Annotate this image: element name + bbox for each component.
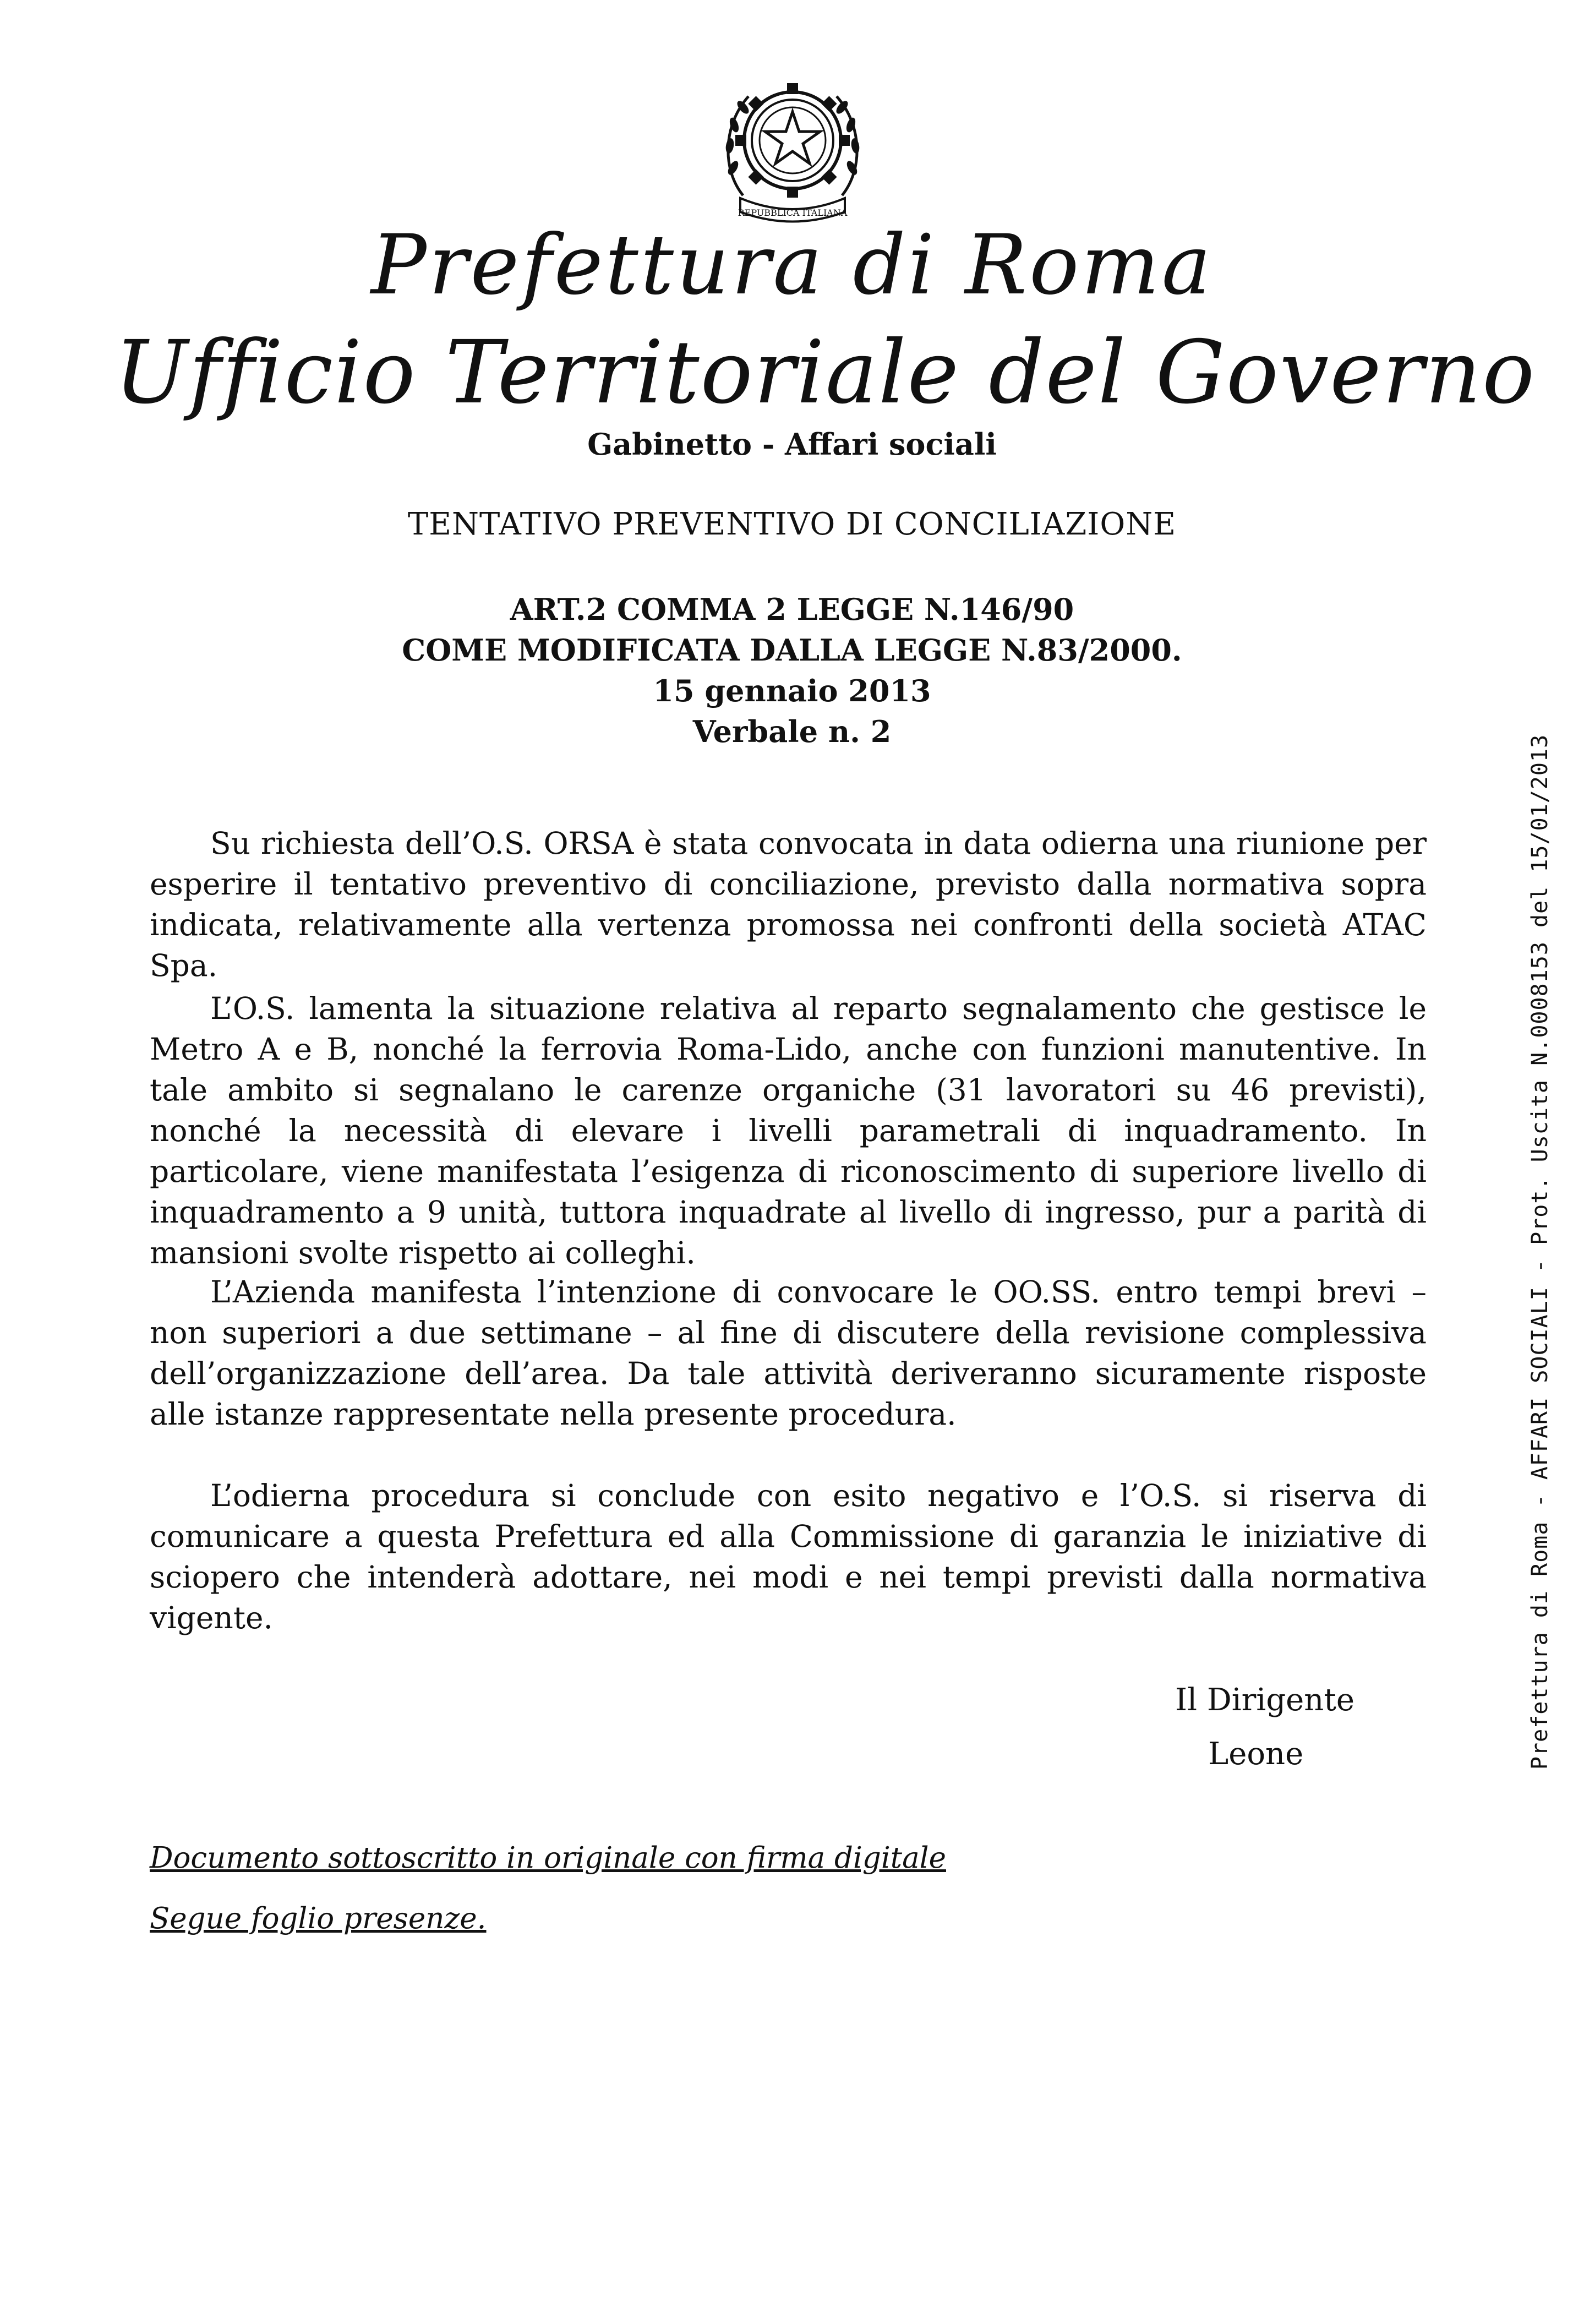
paragraph: [150, 823, 1427, 986]
document-date: 15 gennaio 2013: [653, 673, 931, 708]
law-reference: ART.2 COMMA 2 LEGGE N.146/90: [510, 592, 1074, 627]
paragraph-text: L’Azienda manifesta l’intenzione di convocare le OO.SS. entro tempi brevi – non superiori a due settimane – al fine di discutere della revisione complessiva dell’organizzazione dell’area. Da tale attività deriveranno sicuramente risposte alle istanze rappresentate nella presente procedura.: [150, 1274, 1427, 1432]
repubblica-italiana-emblem-icon: [710, 74, 875, 228]
protocol-stamp: Prefettura di Roma - AFFARI SOCIALI - Prot. Uscita N.0008153 del 15/01/2013: [1527, 734, 1553, 1770]
digital-signature-note: Documento sottoscritto in originale con firma digitale: [150, 1841, 946, 1875]
signature-block: [1175, 1673, 1354, 1781]
prefettura-heading: Prefettura di Roma: [370, 217, 1214, 313]
attendance-note: Segue foglio presenze.: [150, 1902, 487, 1935]
reference-block: [0, 589, 1584, 752]
law-amendment: COME MODIFICATA DALLA LEGGE N.83/2000.: [402, 632, 1182, 668]
paragraph: [150, 1475, 1427, 1638]
verbale-number: Verbale n. 2: [692, 714, 892, 749]
ufficio-heading: Ufficio Territoriale del Governo: [114, 322, 1536, 423]
emblem-ribbon-text: REPUBBLICA ITALIANA: [738, 208, 848, 218]
document-title: TENTATIVO PREVENTIVO DI CONCILIAZIONE: [407, 506, 1177, 542]
signer-role: Il Dirigente: [1175, 1682, 1355, 1718]
office-name: Gabinetto - Affari sociali: [587, 427, 997, 462]
paragraph: [150, 988, 1427, 1273]
paragraph-text: Su richiesta dell’O.S. ORSA è stata convocata in data odierna una riunione per esperire il tentativo preventivo di conciliazione, previsto dalla normativa sopra indicata, relativamente alla vertenza promossa nei confronti della società ATAC Spa.: [150, 826, 1427, 983]
signer-name: Leone: [1208, 1736, 1304, 1772]
paragraph: [150, 1272, 1427, 1434]
paragraph-text: L’odierna procedura si conclude con esito negativo e l’O.S. si riserva di comunicare a questa Prefettura ed alla Commissione di garanzia le iniziative di sciopero che intenderà adottare, nei modi e nei tempi previsti dalla normativa vigente.: [150, 1478, 1427, 1635]
paragraph-text: L’O.S. lamenta la situazione relativa al reparto segnalamento che gestisce le Metro A e B, nonché la ferrovia Roma-Lido, anche con funzioni manutentive. In tale ambito si segnalano le carenze organiche (31 lavoratori su 46 previsti), nonché la necessità di elevare i livelli parametrali di inquadramento. In particolare, viene manifestata l’esigenza di riconoscimento di superiore livello di inquadramento a 9 unità, tuttora inquadrate al livello di ingresso, pur a parità di mansioni svolte rispetto ai colleghi.: [150, 991, 1427, 1270]
